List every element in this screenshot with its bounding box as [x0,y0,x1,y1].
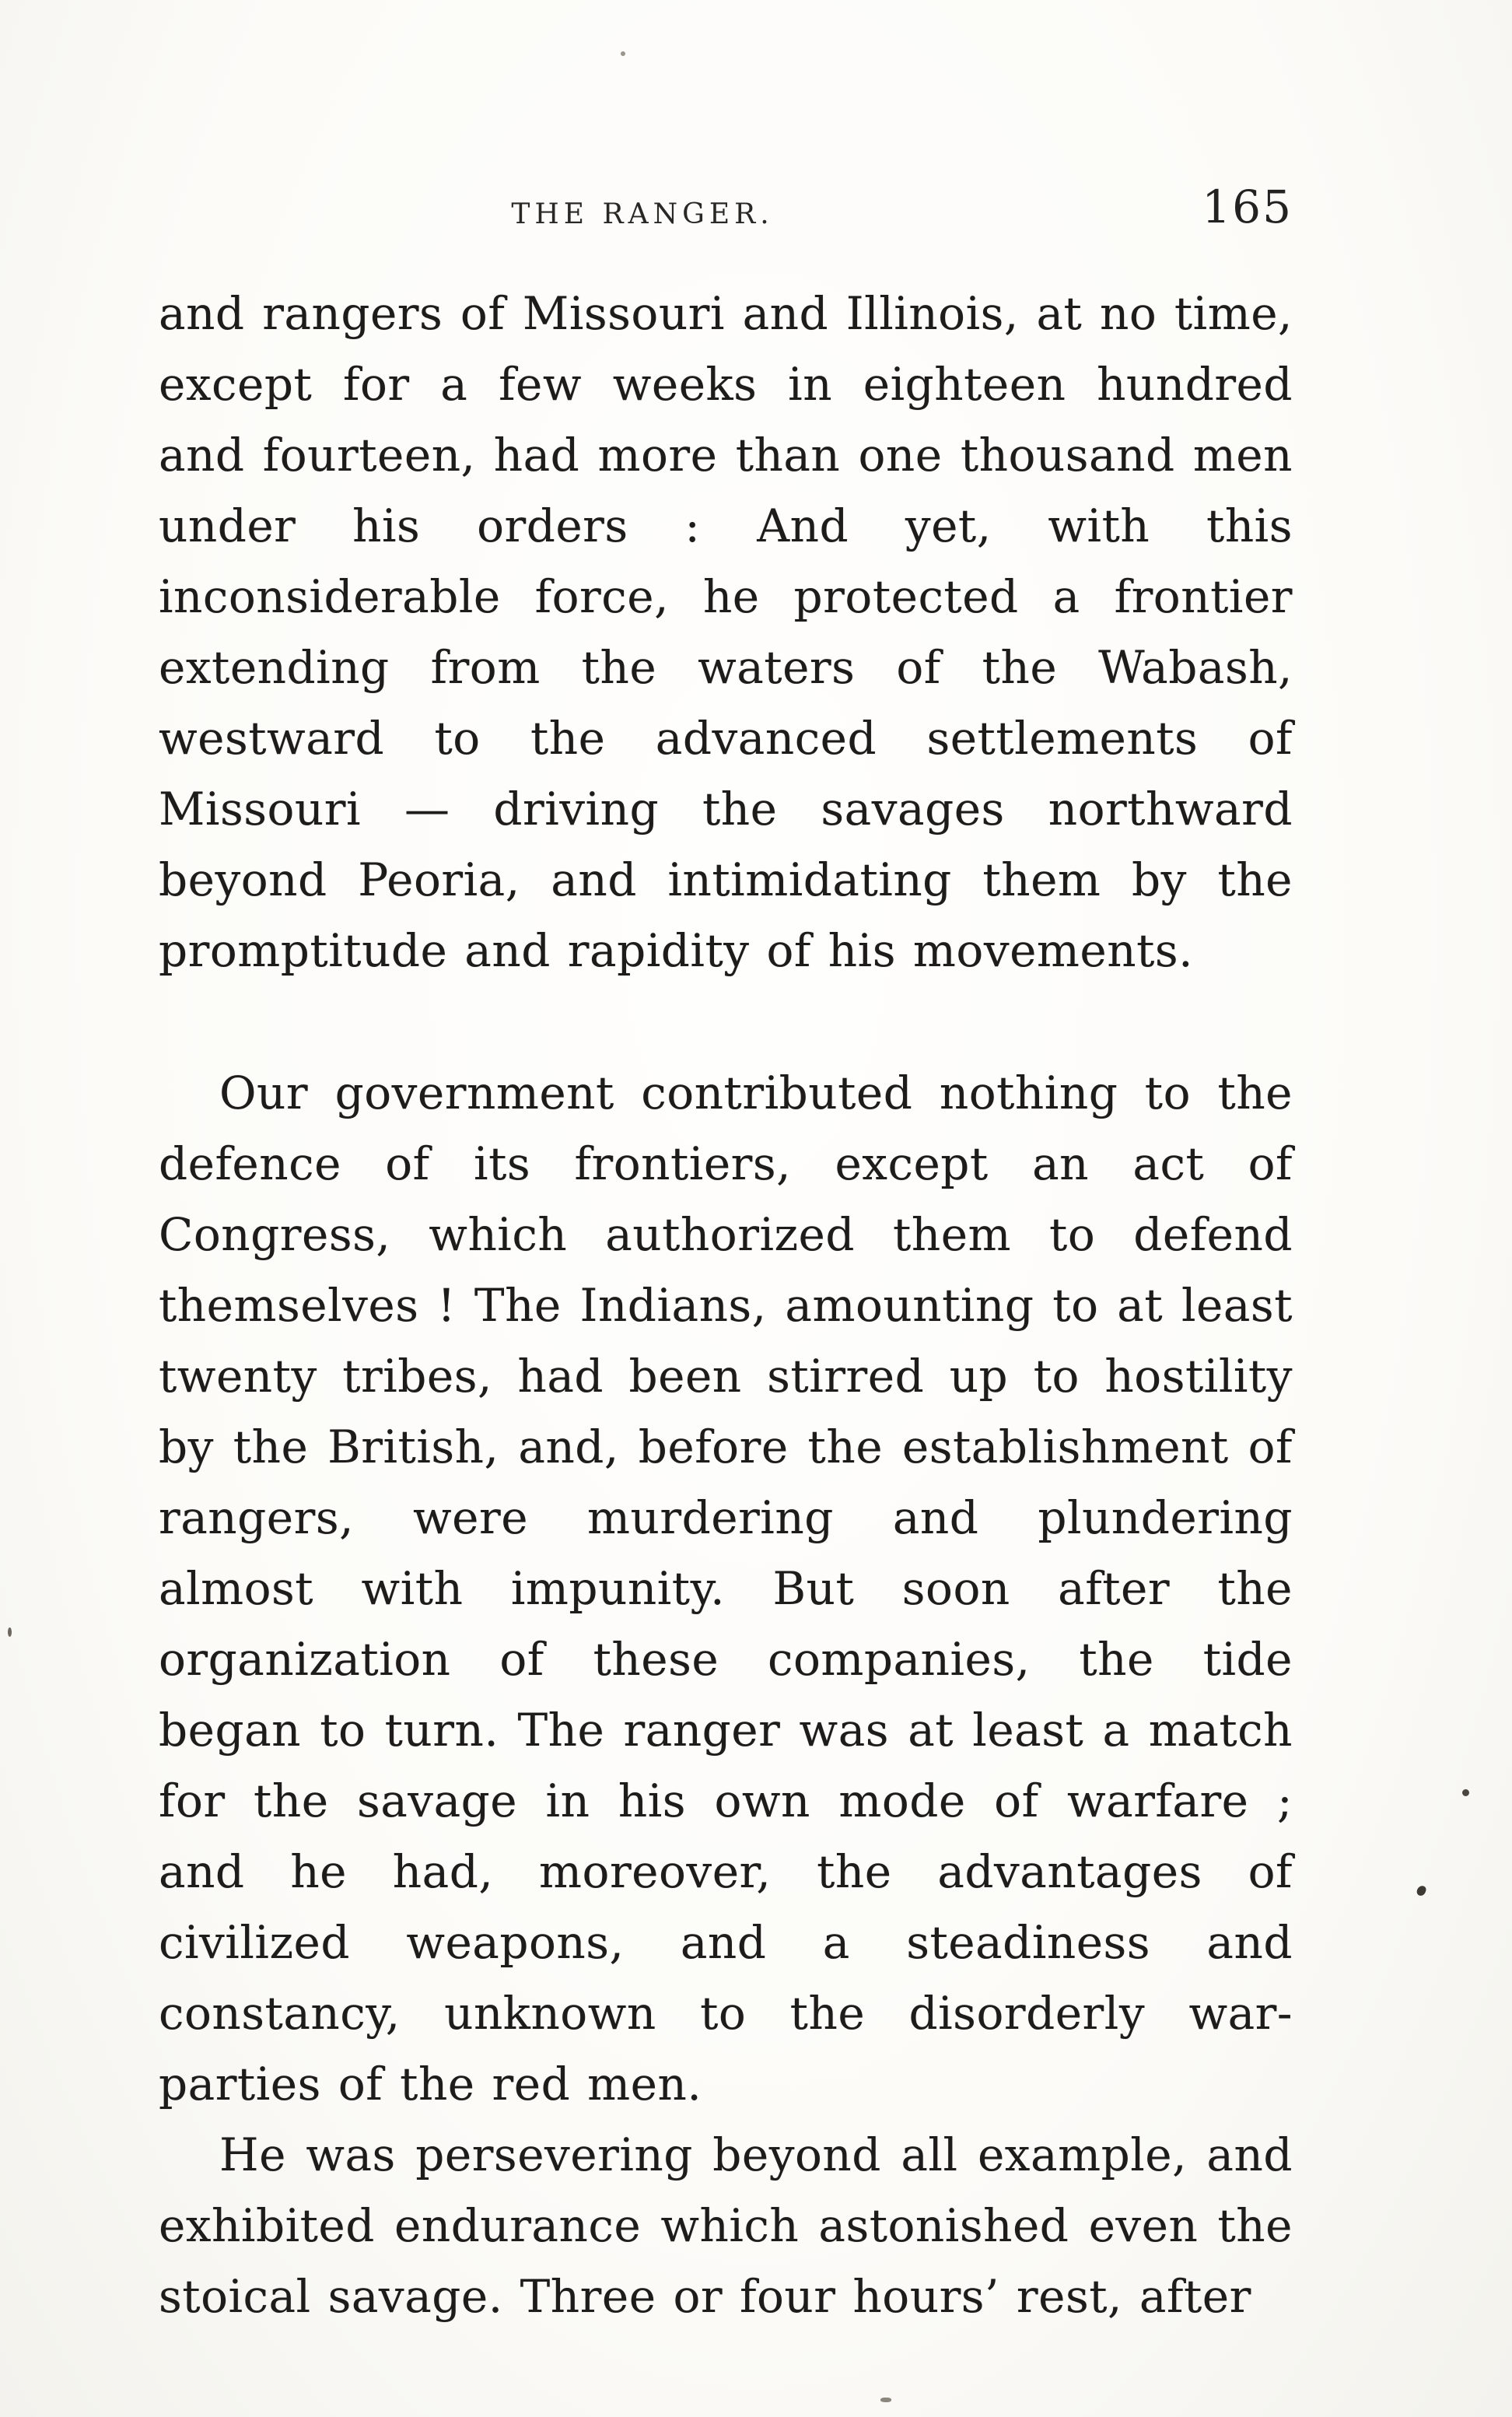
running-title: THE RANGER. [511,198,774,230]
paragraph: He was persevering beyond all example, and exhibited endurance which astonished even the stoical savage. Three or four hours’ rest, after [159,2128,1293,2323]
page-header [159,177,1293,233]
scan-speck [1416,1885,1426,1897]
scan-speck [621,51,625,56]
scan-speck [880,2398,891,2402]
scan-speck [1462,1789,1469,1796]
page-number: 165 [1202,180,1293,233]
paragraph: and rangers of Missouri and Illinois, at no time, except for a few weeks in eighteen hundred and fourteen, had more than one thousand men under his orders : And yet, with this inconsiderable force, he protected a frontier extending from the waters of the Wabash, westward to the advanced settlements of Missouri — driving the savages northward beyond Peoria, and intimidating them by the promptitude and rapidity of his movements. [159,287,1293,977]
scan-speck [8,1627,12,1637]
page-body [159,278,1293,2332]
paragraph: Our government contributed nothing to the defence of its frontiers, except an act of Congress, which authorized them to defend themselves ! The Indians, amounting to at least twenty tribes, had been stirred up to hostility by the British, and, before the establishment of rangers, were murdering and plundering almost with impunity. But soon after the organization of these companies, the tide began to turn. The ranger was at least a match for the savage in his own mode of warfare ; and he had, moreover, the advantages of civilized weapons, and a steadiness and constancy, unknown to the disorderly war-parties of the red men. [159,1067,1293,2110]
